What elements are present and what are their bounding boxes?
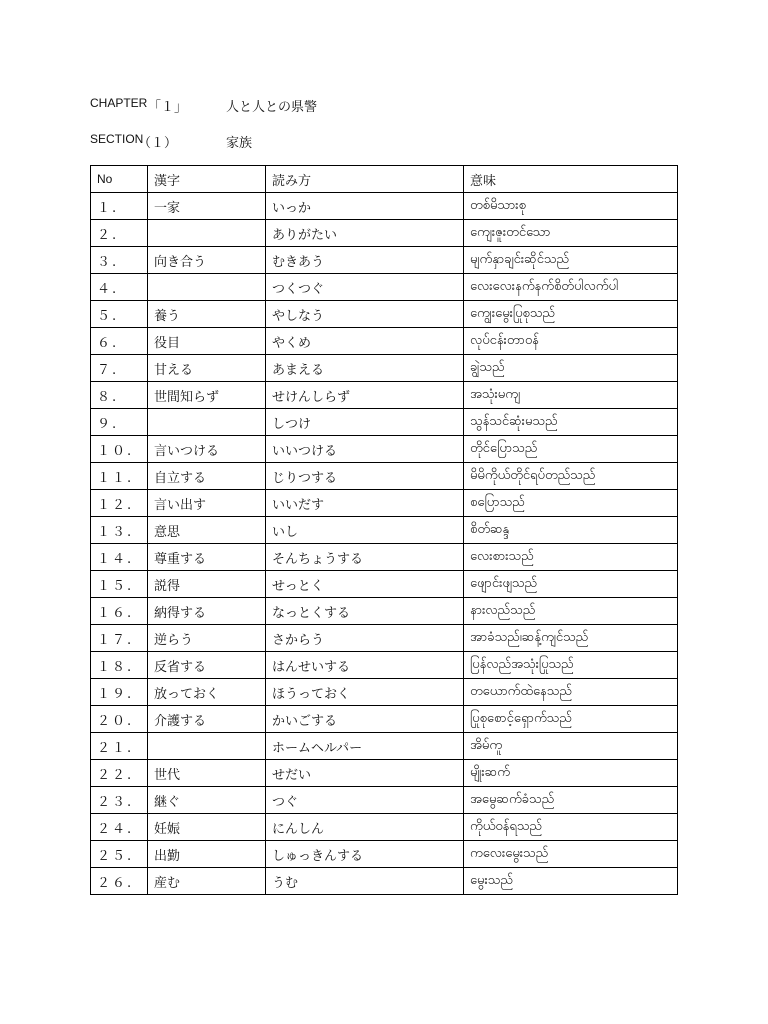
table-row xyxy=(91,247,678,274)
row-number: ８. xyxy=(91,382,148,409)
reading-cell: せだい xyxy=(266,760,464,787)
reading-cell: せけんしらず xyxy=(266,382,464,409)
row-number: ２４. xyxy=(91,814,148,841)
meaning-cell: ချွဲသည် xyxy=(464,355,678,382)
meaning-cell: စပြောသည် xyxy=(464,490,678,517)
meaning-cell: ဖျောင်းဖျသည် xyxy=(464,571,678,598)
kanji-cell: 向き合う xyxy=(148,247,266,274)
table-body xyxy=(91,193,678,895)
kanji-cell: 納得する xyxy=(148,598,266,625)
kanji-cell xyxy=(148,409,266,436)
reading-cell: むきあう xyxy=(266,247,464,274)
meaning-cell: နားလည်သည် xyxy=(464,598,678,625)
reading-cell: ありがたい xyxy=(266,220,464,247)
row-number: １３. xyxy=(91,517,148,544)
chapter-label: CHAPTER xyxy=(90,96,148,110)
table-row xyxy=(91,328,678,355)
chapter-number: 「１」 xyxy=(148,100,188,115)
row-number: １０. xyxy=(91,436,148,463)
reading-cell: かいごする xyxy=(266,706,464,733)
header-no: No xyxy=(91,166,148,193)
table-row xyxy=(91,355,678,382)
row-number: １５. xyxy=(91,571,148,598)
meaning-cell: ပြုစုစောင့်ရှောက်သည် xyxy=(464,706,678,733)
reading-cell: いいだす xyxy=(266,490,464,517)
row-number: ２２. xyxy=(91,760,148,787)
meaning-cell: ကလေးမွေးသည် xyxy=(464,841,678,868)
table-row xyxy=(91,463,678,490)
table-row xyxy=(91,760,678,787)
meaning-cell: ကိုယ်ဝန်ရသည် xyxy=(464,814,678,841)
meaning-cell: ပြန်လည်အသုံးပြုသည် xyxy=(464,652,678,679)
kanji-cell xyxy=(148,274,266,301)
chapter-heading xyxy=(90,96,318,115)
kanji-cell: 意思 xyxy=(148,517,266,544)
meaning-cell: တစ်မိသားစု xyxy=(464,193,678,220)
table-row xyxy=(91,382,678,409)
kanji-cell: 役目 xyxy=(148,328,266,355)
table-row xyxy=(91,490,678,517)
meaning-cell: အမွေဆက်ခံသည် xyxy=(464,787,678,814)
table-row xyxy=(91,706,678,733)
kanji-cell: 言い出す xyxy=(148,490,266,517)
kanji-cell: 世間知らず xyxy=(148,382,266,409)
section-number: （１） xyxy=(138,136,178,151)
reading-cell: にんしん xyxy=(266,814,464,841)
kanji-cell: 自立する xyxy=(148,463,266,490)
table-row xyxy=(91,571,678,598)
section-label: SECTION xyxy=(90,132,144,146)
kanji-cell: 放っておく xyxy=(148,679,266,706)
reading-cell: あまえる xyxy=(266,355,464,382)
kanji-cell xyxy=(148,733,266,760)
header-reading: 読み方 xyxy=(266,166,464,193)
reading-cell: ほうっておく xyxy=(266,679,464,706)
table-row xyxy=(91,274,678,301)
table-row xyxy=(91,841,678,868)
table-row xyxy=(91,598,678,625)
row-number: １２. xyxy=(91,490,148,517)
reading-cell: いっか xyxy=(266,193,464,220)
reading-cell: つぐ xyxy=(266,787,464,814)
kanji-cell: 説得 xyxy=(148,571,266,598)
row-number: １９. xyxy=(91,679,148,706)
table-row xyxy=(91,679,678,706)
reading-cell: やくめ xyxy=(266,328,464,355)
reading-cell: そんちょうする xyxy=(266,544,464,571)
meaning-cell: လေးလေးနက်နက်စိတ်ပါလက်ပါ xyxy=(464,274,678,301)
meaning-cell: အာခံသည်၊ဆန့်ကျင်သည် xyxy=(464,625,678,652)
kanji-cell: 尊重する xyxy=(148,544,266,571)
meaning-cell: မျက်နှာချင်းဆိုင်သည် xyxy=(464,247,678,274)
row-number: １８. xyxy=(91,652,148,679)
table-row xyxy=(91,733,678,760)
kanji-cell: 一家 xyxy=(148,193,266,220)
meaning-cell: မိမိကိုယ်တိုင်ရပ်တည်သည် xyxy=(464,463,678,490)
table-row xyxy=(91,517,678,544)
table-row xyxy=(91,193,678,220)
table-header-row xyxy=(91,166,678,193)
kanji-cell: 世代 xyxy=(148,760,266,787)
meaning-cell: မျိုးဆက် xyxy=(464,760,678,787)
kanji-cell xyxy=(148,220,266,247)
row-number: １６. xyxy=(91,598,148,625)
chapter-title: 人と人との県警 xyxy=(226,100,318,115)
kanji-cell: 介護する xyxy=(148,706,266,733)
table-row xyxy=(91,814,678,841)
table-row xyxy=(91,436,678,463)
meaning-cell: သွန်သင်ဆုံးမသည် xyxy=(464,409,678,436)
table-row xyxy=(91,301,678,328)
reading-cell: つくつぐ xyxy=(266,274,464,301)
reading-cell: なっとくする xyxy=(266,598,464,625)
reading-cell: さからう xyxy=(266,625,464,652)
reading-cell: せっとく xyxy=(266,571,464,598)
vocabulary-table xyxy=(90,165,678,895)
row-number: ６. xyxy=(91,328,148,355)
meaning-cell: တိုင်ပြောသည် xyxy=(464,436,678,463)
reading-cell: うむ xyxy=(266,868,464,895)
row-number: １７. xyxy=(91,625,148,652)
section-title: 家族 xyxy=(226,136,253,151)
table-row xyxy=(91,652,678,679)
row-number: ９. xyxy=(91,409,148,436)
kanji-cell: 反省する xyxy=(148,652,266,679)
row-number: ３. xyxy=(91,247,148,274)
kanji-cell: 継ぐ xyxy=(148,787,266,814)
kanji-cell: 養う xyxy=(148,301,266,328)
kanji-cell: 言いつける xyxy=(148,436,266,463)
table-row xyxy=(91,544,678,571)
table-row xyxy=(91,787,678,814)
meaning-cell: အသုံးမကျ xyxy=(464,382,678,409)
row-number: １４. xyxy=(91,544,148,571)
row-number: ２１. xyxy=(91,733,148,760)
meaning-cell: စိတ်ဆန္ဒ xyxy=(464,517,678,544)
header-meaning: 意味 xyxy=(464,166,678,193)
meaning-cell: တယောက်ထဲနေသည် xyxy=(464,679,678,706)
table-row xyxy=(91,868,678,895)
kanji-cell: 出勤 xyxy=(148,841,266,868)
reading-cell: ホームヘルパー xyxy=(266,733,464,760)
row-number: ４. xyxy=(91,274,148,301)
reading-cell: やしなう xyxy=(266,301,464,328)
row-number: ２６. xyxy=(91,868,148,895)
table-row xyxy=(91,409,678,436)
row-number: １１. xyxy=(91,463,148,490)
kanji-cell: 逆らう xyxy=(148,625,266,652)
reading-cell: しつけ xyxy=(266,409,464,436)
table-row xyxy=(91,625,678,652)
meaning-cell: ကျွေးမွေးပြုစုသည် xyxy=(464,301,678,328)
section-heading xyxy=(90,132,253,151)
row-number: ２３. xyxy=(91,787,148,814)
reading-cell: いいつける xyxy=(266,436,464,463)
row-number: ７. xyxy=(91,355,148,382)
meaning-cell: အိမ်ကူ xyxy=(464,733,678,760)
kanji-cell: 産む xyxy=(148,868,266,895)
row-number: ２. xyxy=(91,220,148,247)
table-row xyxy=(91,220,678,247)
row-number: １. xyxy=(91,193,148,220)
meaning-cell: လုပ်ငန်းတာဝန် xyxy=(464,328,678,355)
reading-cell: しゅっきんする xyxy=(266,841,464,868)
row-number: ２５. xyxy=(91,841,148,868)
row-number: ５. xyxy=(91,301,148,328)
kanji-cell: 甘える xyxy=(148,355,266,382)
row-number: ２０. xyxy=(91,706,148,733)
reading-cell: じりつする xyxy=(266,463,464,490)
meaning-cell: ကျေးဇူးတင်သော xyxy=(464,220,678,247)
reading-cell: はんせいする xyxy=(266,652,464,679)
meaning-cell: မွေးသည် xyxy=(464,868,678,895)
reading-cell: いし xyxy=(266,517,464,544)
kanji-cell: 妊娠 xyxy=(148,814,266,841)
meaning-cell: လေးစားသည် xyxy=(464,544,678,571)
header-kanji: 漢字 xyxy=(148,166,266,193)
